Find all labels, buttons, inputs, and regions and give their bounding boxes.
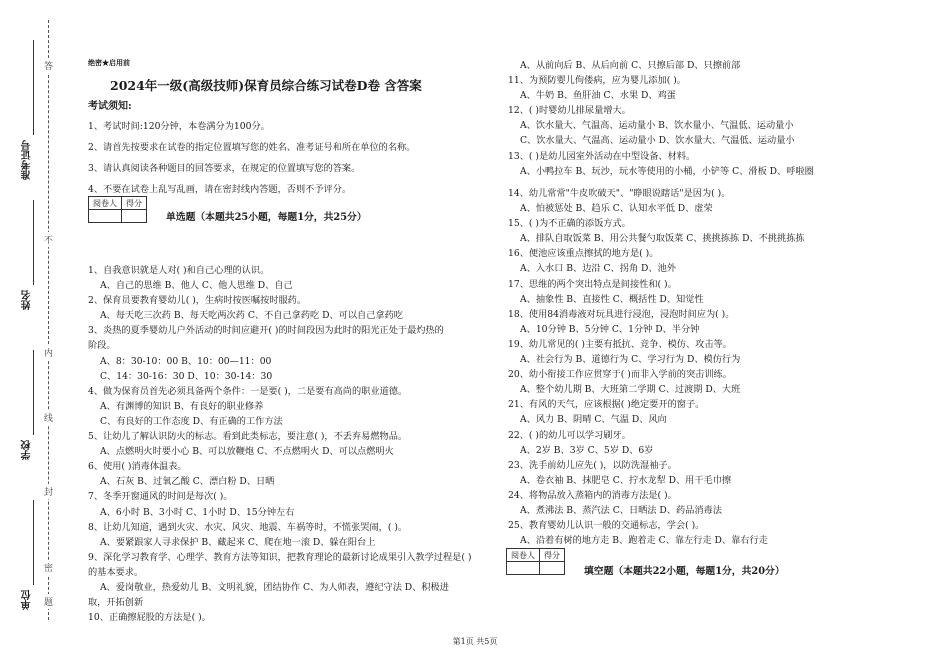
question-line: A、从前向后 B、从后向前 C、只擦后部 D、只擦前部	[520, 60, 741, 71]
question-line: 9、深化学习教育学、心理学、教育方法等知识，把教育理论的最新讨论成果引入教学过程是( )	[88, 551, 472, 563]
question-line: 25、教育婴幼儿认识一般的交通标志，学会( )。	[508, 520, 705, 532]
question-line: A、饮水量大、气温高、运动量小 B、饮水量小、气温低、运动量小	[520, 120, 794, 132]
question-line: A、小鸭拉车 B、玩沙，玩水等使用的小桶，小铲等 C、滑板 D、呼啦圈	[520, 165, 814, 177]
school-label: 学校	[22, 440, 33, 460]
question-line: 23、洗手前幼儿应先( )，以防洗湿袖子。	[508, 459, 677, 471]
question-list-right-a	[508, 58, 918, 179]
school-blank	[33, 350, 34, 435]
seal-char: 密	[44, 560, 53, 575]
question-line: 22、( )的幼儿可以学习刷牙。	[508, 429, 631, 441]
question-line: A、煮沸法 B、蒸汽法 C、日晒法 D、药品消毒法	[520, 504, 722, 516]
question-line: A、10分钟 B、5分钟 C、1分钟 D、半分钟	[520, 323, 700, 335]
exam-number-blank	[33, 40, 34, 135]
section-heading-single-choice: 单选题（本题共25小题，每题1分，共25分）	[166, 212, 367, 223]
score-cell: 得分	[540, 549, 565, 562]
page-title: 2024年一级(高级技师)保育员综合练习试卷D卷 含答案	[110, 78, 422, 93]
question-line: C、饮水量大、气温高、运动量小 D、饮水量大、气温低、运动量小	[520, 135, 795, 147]
question-line: 11、为预防婴儿佝偻病，应为婴儿添加( )。	[508, 75, 686, 87]
notice-list	[88, 116, 415, 200]
question-line: 13、( )是幼儿园室外活动在中型设备、材料。	[508, 150, 696, 162]
question-line: 20、幼小衔接工作应贯穿于( )而非入学前的突击训练。	[508, 369, 732, 381]
question-line: 1、自我意识就是人对( )和自己心理的认识。	[88, 265, 270, 276]
reviewer-cell: 阅卷人	[89, 197, 122, 210]
question-line: 2、保育员要教育婴幼儿( )，生病时按医嘱按时服药。	[88, 295, 307, 307]
notice-heading: 考试须知:	[88, 101, 132, 112]
question-line: A、爱岗敬业，热爱幼儿 B、文明礼貌，团结协作 C、为人师表，遵纪守法 D、积极进	[100, 581, 449, 593]
question-line: A、石灰 B、过氧乙酸 C、漂白粉 D、日晒	[100, 476, 275, 488]
reviewer-blank[interactable]	[89, 210, 122, 223]
question-list-left	[88, 263, 488, 625]
question-line: 5、让幼儿了解认识防火的标志。看到此类标志，要注意( )，不丢弃易燃物品。	[88, 431, 408, 443]
seal-char: 内	[44, 345, 53, 360]
question-line: A、6小时 B、3小时 C、1小时 D、15分钟左右	[100, 506, 295, 518]
question-line: C、有良好的工作态度 D、有正确的工作方法	[100, 415, 283, 427]
reviewer-cell: 阅卷人	[507, 549, 540, 562]
question-line: 6、使用( )消毒体温表。	[88, 461, 187, 473]
unit-label: 单位	[22, 590, 33, 610]
question-line: A、有渊博的知识 B、有良好的职业修养	[100, 400, 264, 412]
question-line: 16、便池应该重点擦拭的地方是( )。	[508, 248, 659, 260]
question-line: 取，开拓创新	[88, 597, 144, 609]
score-box	[506, 548, 565, 575]
seal-line	[48, 20, 49, 620]
question-line: 3、炎热的夏季婴幼儿户外活动的时间应避开( )的时间段因为此时的阳光正处于最灼热的	[88, 325, 444, 337]
section-heading-fill-blank: 填空题（本题共22小题，每题1分，共20分）	[584, 566, 785, 577]
question-line: 阶段。	[88, 340, 116, 352]
question-line: 15、( )为不正确的添饭方式。	[508, 218, 631, 230]
question-line: A、整个幼儿期 B、大班第二学期 C、过渡期 D、大班	[520, 384, 741, 396]
seal-char: 题	[44, 594, 53, 609]
notice-item: 2、请首先按要求在试卷的指定位置填写您的姓名、准考证号和所在单位的名称。	[88, 142, 416, 153]
question-line: 21、有风的天气，应该根据( )绝定要开的窗子。	[508, 399, 705, 411]
question-line: A、8：30-10：00 B、10：00—11：00	[100, 355, 272, 367]
question-line: 12、( )时婴幼儿排尿量增大。	[508, 105, 631, 117]
unit-blank	[33, 500, 34, 585]
question-line: 14、幼儿常常"牛皮吹破天"、"睁眼说瞎话"是因为( )。	[508, 188, 731, 199]
score-cell: 得分	[122, 197, 147, 210]
notice-item: 1、考试时间:120分钟，本卷满分为100分。	[88, 121, 270, 132]
question-line: A、自己的思维 B、他人 C、他人思维 D、自己	[100, 280, 293, 292]
question-line: A、怕被惩处 B、趋乐 C、认知水平低 D、虚荣	[520, 203, 713, 215]
binding-strip	[0, 0, 78, 671]
notice-item: 3、请认真阅读各种题目的回答要求，在规定的位置填写您的答案。	[88, 163, 361, 174]
question-line: A、社会行为 B、道德行为 C、学习行为 D、模仿行为	[520, 354, 741, 366]
reviewer-blank[interactable]	[507, 562, 540, 575]
question-line: 8、让幼儿知道，遇到火灾、水灾、风灾、地震、车祸等时，不慌张哭闹，( )。	[88, 521, 408, 533]
question-line: 18、使用84消毒液对玩具进行浸泡，浸泡时间应为( )。	[508, 308, 735, 320]
question-line: A、入水口 B、边沿 C、拐角 D、池外	[520, 263, 676, 275]
question-line: 19、幼儿常见的( )主要有抵抗、竞争、模仿、攻击等。	[508, 338, 732, 350]
question-line: A、点燃明火时要小心 B、可以放鞭炮 C、不点燃明火 D、可以点燃明火	[100, 446, 394, 458]
seal-char: 答	[44, 58, 53, 73]
score-box	[88, 196, 147, 223]
score-blank[interactable]	[540, 562, 565, 575]
question-line: 4、做为保育员首先必须具备两个条件：一是要( )，二是要有高尚的职业道德。	[88, 385, 408, 397]
question-line: 10、正确擦屁股的方法是( )。	[88, 612, 211, 624]
question-list-right-b	[508, 186, 918, 548]
question-line: A、每天吃三次药 B、每天吃两次药 C、不自己拿药吃 D、可以自己拿药吃	[100, 310, 403, 322]
question-line: A、2岁 B、3岁 C、5岁 D、6岁	[520, 444, 654, 456]
question-line: 的基本要求。	[88, 566, 144, 578]
name-blank	[33, 200, 34, 285]
question-line: A、排队自取饭菜 B、用公共餐勺取饭菜 C、挑挑拣拣 D、不挑挑拣拣	[520, 233, 805, 245]
question-line: 7、冬季开窗通风的时间是每次( )。	[88, 491, 233, 503]
question-line: A、抽象性 B、直接性 C、概括性 D、知觉性	[520, 293, 704, 305]
question-line: A、沿着有树的地方走 B、跑着走 C、靠左行走 D、靠右行走	[520, 535, 768, 547]
notice-item: 4、不要在试卷上乱写乱画，请在密封线内答题，否则不予评分。	[88, 184, 352, 195]
question-line: A、风力 B、阴晴 C、气温 D、风向	[520, 414, 667, 426]
seal-char: 不	[44, 232, 53, 247]
exam-number-label: 准考证号	[22, 140, 33, 180]
seal-char: 线	[44, 410, 53, 425]
score-blank[interactable]	[122, 210, 147, 223]
question-line: A、牛奶 B、鱼肝油 C、水果 D、鸡蛋	[520, 90, 676, 102]
question-line: C、14：30-16：30 D、10：30-14：30	[100, 370, 273, 382]
page-footer: 第1页 共5页	[452, 637, 498, 646]
question-line: A、卷衣袖 B、抹肥皂 C、拧水龙犁 D、用干毛巾擦	[520, 474, 732, 486]
question-line: 24、将物品放入蒸箱内的消毒方法是( )。	[508, 489, 677, 501]
name-label: 姓名	[22, 290, 33, 310]
question-line: A、要紧跟家人寻求保护 B、藏起来 C、爬在地一滚 D、躲在阳台上	[100, 536, 376, 548]
seal-char: 封	[44, 484, 53, 499]
question-line: 17、思维的两个突出特点是间接性和( )。	[508, 278, 677, 290]
secret-mark: 绝密★启用前	[88, 58, 130, 67]
